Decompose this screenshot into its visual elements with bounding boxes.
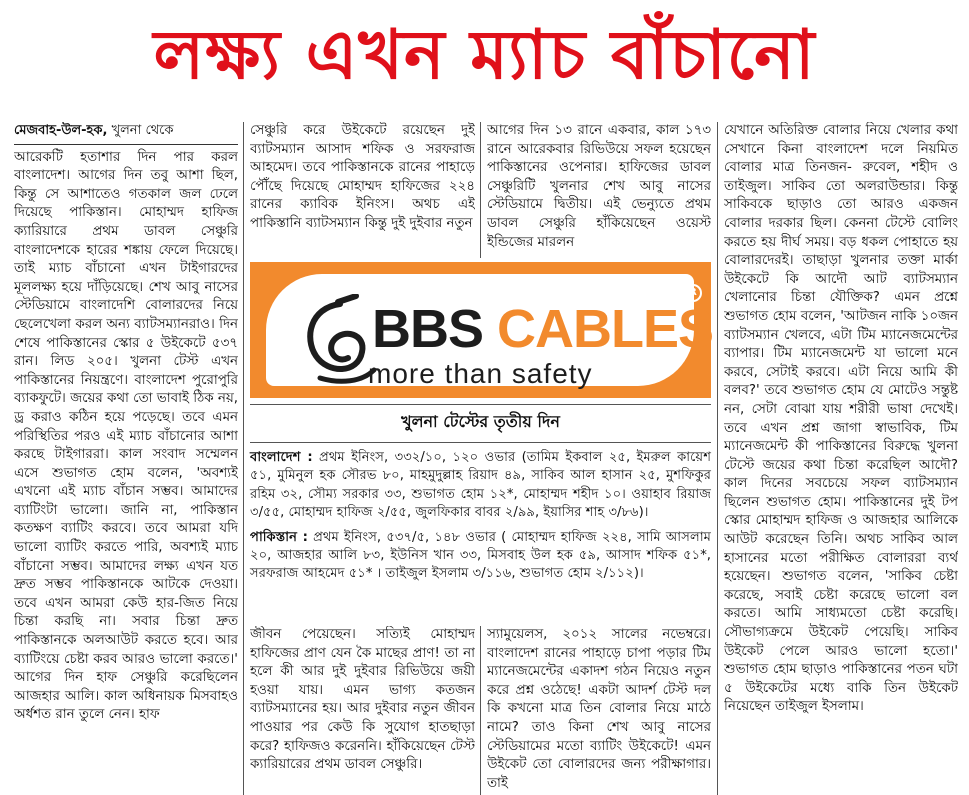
bbs-cables-advertisement xyxy=(250,262,714,398)
byline-place: খুলনা থেকে xyxy=(107,123,174,138)
team-label-bangladesh: বাংলাদেশ : xyxy=(250,450,313,465)
registered-mark-icon: R xyxy=(684,284,702,302)
ad-brand-cables: CABLES xyxy=(483,299,714,359)
column-divider xyxy=(480,626,481,795)
ad-tagline: more than safety xyxy=(368,358,593,389)
article-text: আরেকটি হতাশার দিন পার করল বাংলাদেশ। আগের দিন তবু আশা ছিল, কিন্তু সে আশাতেও গতকাল জল ঢেলে দিয়েছে পাকিস্তান। মোহাম্মদ হাফিজ ক্যারিয়ারে প্রথম ডাবল সেঞ্চুরি বাংলাদেশকে হারের শঙ্কায় ফেলে দিয়েছে। তাই ম্যাচ বাঁচানো এখন টাইগারদের মূললক্ষ্য হয়ে দাঁড়িয়েছে। শেখ আবু নাসের স্টেডিয়ামে বাংলাদেশি বোলারদের নিয়ে ছেলেখেলা করল অন্য ব্যাটসম্যানরাও। দিন শেষে পাকিস্তানের স্কোর ৫ উইকেটে ৫৩৭ রান। লিড ২০৫। খুলনা টেস্ট এখন পাকিস্তানের নিয়ন্ত্রণে। বাংলাদেশ পুরোপুরি ব্যাকফুটে। জয়ের কথা তো ভাবাই ঠিক নয়, ড্র করাও কঠিন হয়ে পড়েছে। তবে এমন পরিস্থিতির পরও এই ম্যাচ বাঁচানোর আশা করছে টাইগাররা। কাল সংবাদ সম্মেলন এসে শুভাগত হোম বলেন, 'অবশ্যই এখনো এই ম্যাচ বাঁচান সম্ভব। আমাদের ব্যাটিংটা ভালো। জানি না, পাকিস্তান কতক্ষণ ব্যাটিং করবে। তবে আমরা যদি ভালো ব্যাটিং করতে পারি, অবশ্যই ম্যাচ বাঁচানো সম্ভব। আমাদের লক্ষ্য এখন যত দ্রুত সম্ভব পাকিস্তানকে আটকে দেওয়া। তবে এখন আমরা কেউ হার-জিত নিয়ে চিন্তা করছি না। সবার চিন্তা দ্রুত পাকিস্তানকে অলআউট করতে হবে। আর ব্যাটিংয়ে চেষ্টা করব আরও ভালো করতে।' আগের দিন হাফ সেঞ্চুরি করেছিলেন আজহার আলি। কাল অধিনায়ক মিসবাহও অর্ধশত রান তুলে নেন। হাফ xyxy=(14,149,238,723)
article-text: জীবন পেয়েছেন। সত্যিই মোহাম্মদ হাফিজের প্রাণ যেন কৈ মাছের প্রাণ! তা না হলে কী আর দুই দুইবার রিভিউয়ে জয়ী হওয়া যায়। এমন ভাগ্য কতজন ব্যাটসম্যানের হয়। আর দুইবার নতুন জীবন পাওয়ার পর কেউ কি সুযোগ হাতছাড়া করে? হাফিজও করেননি। হাঁকিয়েছেন টেস্ট ক্যারিয়ারের প্রথম ডাবল সেঞ্চুরি। xyxy=(250,627,475,773)
article-text: সেঞ্চুরি করে উইকেটে রয়েছেন দুই ব্যাটসম্যান আসাদ শফিক ও সরফরাজ আহমেদ। তবে পাকিস্তানকে রানের পাহাড়ে পৌঁছে দিয়েছে মোহাম্মদ হাফিজের ২২৪ রানের ক্যাবিক ইনিংস। অথচ এই পাকিস্তানি ব্যাটসম্যান কিন্তু দুই দুইবার নতুন xyxy=(250,123,475,231)
column-divider xyxy=(480,122,481,258)
article-column-3-top xyxy=(487,122,711,257)
ad-card xyxy=(266,274,714,389)
article-column-3-bottom xyxy=(487,626,711,795)
article-column-4 xyxy=(724,122,958,795)
article-text: স্যামুয়েলস, ২০১২ সালের নভেম্বরে। বাংলাদেশ রানের পাহাড়ে চাপা পড়ার টিম ম্যানেজমেন্টের একাদশ গঠন নিয়েও নতুন করে প্রশ্ন ওঠেছে! একটা আদর্শ টেস্ট দল কি কখনো মাত্র তিন বোলার নিয়ে মাঠে নামে? তাও কিনা শেখ আবু নাসের স্টেডিয়ামের মতো ব্যাটিং উইকেটে! এমন উইকেট তো বোলারদের জন্য পরীক্ষাগার। তাই xyxy=(487,627,711,791)
article-text: যেখানে অতিরিক্ত বোলার নিয়ে খেলার কথা সেখানে কিনা বাংলাদেশ দলে নিয়মিত বোলার মাত্র তিনজন- রুবেল, শহীদ ও তাইজুল। সাকিব তো অলরাউন্ডার। কিন্তু সাকিবকে ছাড়াও তো আরও একজন বোলার দরকার ছিল। কেননা টেস্টে বোলিং করতে হয় দীর্ঘ সময়। বড় ধকল পোহাতে হয় বোলারদেরই। তাছাড়া খুলনার তক্তা মার্কা উইকেটে কি আদৌ আট ব্যাটসম্যান খেলানোর চিন্তা যৌক্তিক? এমন প্রশ্নে শুভাগত হোম বলেন, 'আটজন নাকি ১০জন ব্যাটসম্যান খেলবে, এটা টিম ম্যানেজমেন্টের ব্যাপার। টিম ম্যানেজমেন্ট যা ভালো মনে করবে, সেটাই করবে। এটা নিয়ে আমি কী বলব?' তবে শুভাগত হোম যে মোটেও সন্তুষ্ট নন, সেটা বোঝা যায় শরীরী ভাষা দেখেই। তবে এখন প্রশ্ন জাগা স্বাভাবিক, টিম ম্যানেজমেন্ট কী পাকিস্তানের বিরুদ্ধে খুলনা টেস্টে জয়ের কথা চিন্তা করেছিল আদৌ? কাল দিনের সবচেয়ে সফল ব্যাটসম্যান ছিলেন শুভাগত হোম। পাকিস্তানের দুই টপ স্কোর মোহাম্মদ হাফিজ ও আজহার আলিকে আউট করেছেন তিনি। অথচ সাকিব আল হাসানের মতো পরীক্ষিত বোলাররা ব্যর্থ হয়েছেন। শুভাগত বলেন, 'সাকিব চেষ্টা করেছে, সবাই চেষ্টা করেছে ভালো বল করতে। আমি সাধ্যমতো চেষ্টা করেছি। সৌভাগ্যক্রমে উইকেট পেয়েছি। সাকিব উইকেট পেলে আরও ভালো হতো।' শুভাগত হোম ছাড়াও পাকিস্তানের পতন ঘটা ৫ উইকেটের মধ্যে বাকি তিন উইকেট নিয়েছেন তাইজুল ইসলাম। xyxy=(724,123,958,715)
scorecard-bangladesh xyxy=(250,449,711,523)
team-label-pakistan: পাকিস্তান : xyxy=(250,529,308,545)
article-column-1 xyxy=(14,122,238,795)
scorecard-pakistan xyxy=(250,529,711,584)
column-divider xyxy=(243,122,244,795)
scorecard-title: খুলনা টেস্টের তৃতীয় দিন xyxy=(250,404,711,443)
byline xyxy=(14,122,238,145)
byline-author: মেজবাহ-উল-হক, xyxy=(14,123,108,138)
scorecard-bangladesh-text: প্রথম ইনিংস, ৩৩২/১০, ১২০ ওভার (তামিম ইকবাল ২৫, ইমরুল কায়েশ ৫১, মুমিনুল হক সৌরভ ৮০, মাহমুদুল্লাহ রিয়াদ ৪৯, সাকিব আল হাসান ২৫, মুশফিকুর রহিম ৩২, সৌম্য সরকার ৩৩, শুভাগত হোম ১২*, মোহাম্মদ শহীদ ১০। ওয়াহাব রিয়াজ ৩/৫৫, মোহাম্মদ হাফিজ ২/৫৫, জুলফিকার বাবর ২/৯৯, ইয়াসির শাহ ৩/৮৬)। xyxy=(250,450,712,521)
cable-swirl-icon xyxy=(300,294,378,386)
article-column-2-top xyxy=(250,122,475,257)
headline: লক্ষ্য এখন ম্যাচ বাঁচানো xyxy=(153,16,816,95)
scorecard-pakistan-text: প্রথম ইনিংস, ৫৩৭/৫, ১৪৮ ওভার ( মোহাম্মদ হাফিজ ২২৪, সামি আসলাম ২০, আজহার আলি ৮৩, ইউনিস খান ৩৩, মিসবাহ উল হক ৫৯, আসাদ শফিক ৫১*, সরফরাজ আহমেদ ৫১* । তাইজুল ইসলাম ৩/১১৬, শুভাগত হোম ২/১১২)। xyxy=(250,529,711,582)
ad-brand-bbs: BBS xyxy=(372,299,484,359)
column-divider xyxy=(717,122,718,795)
ad-brand-name xyxy=(372,298,713,360)
article-text: আগের দিন ১৩ রানে একবার, কাল ১৭৩ রানে আরেকবার রিভিউয়ে সফল হয়েছেন পাকিস্তানের ওপেনার। হাফিজের ডাবল সেঞ্চুরিটি খুলনার শেখ আবু নাসের স্টেডিয়ামে দ্বিতীয়। এই ভেন্যুতে প্রথম ডাবল সেঞ্চুরি হাঁকিয়েছেন ওয়েস্ট ইন্ডিজের মারলন xyxy=(487,123,711,250)
scorecard-box xyxy=(250,404,711,620)
article-column-2-bottom xyxy=(250,626,475,795)
